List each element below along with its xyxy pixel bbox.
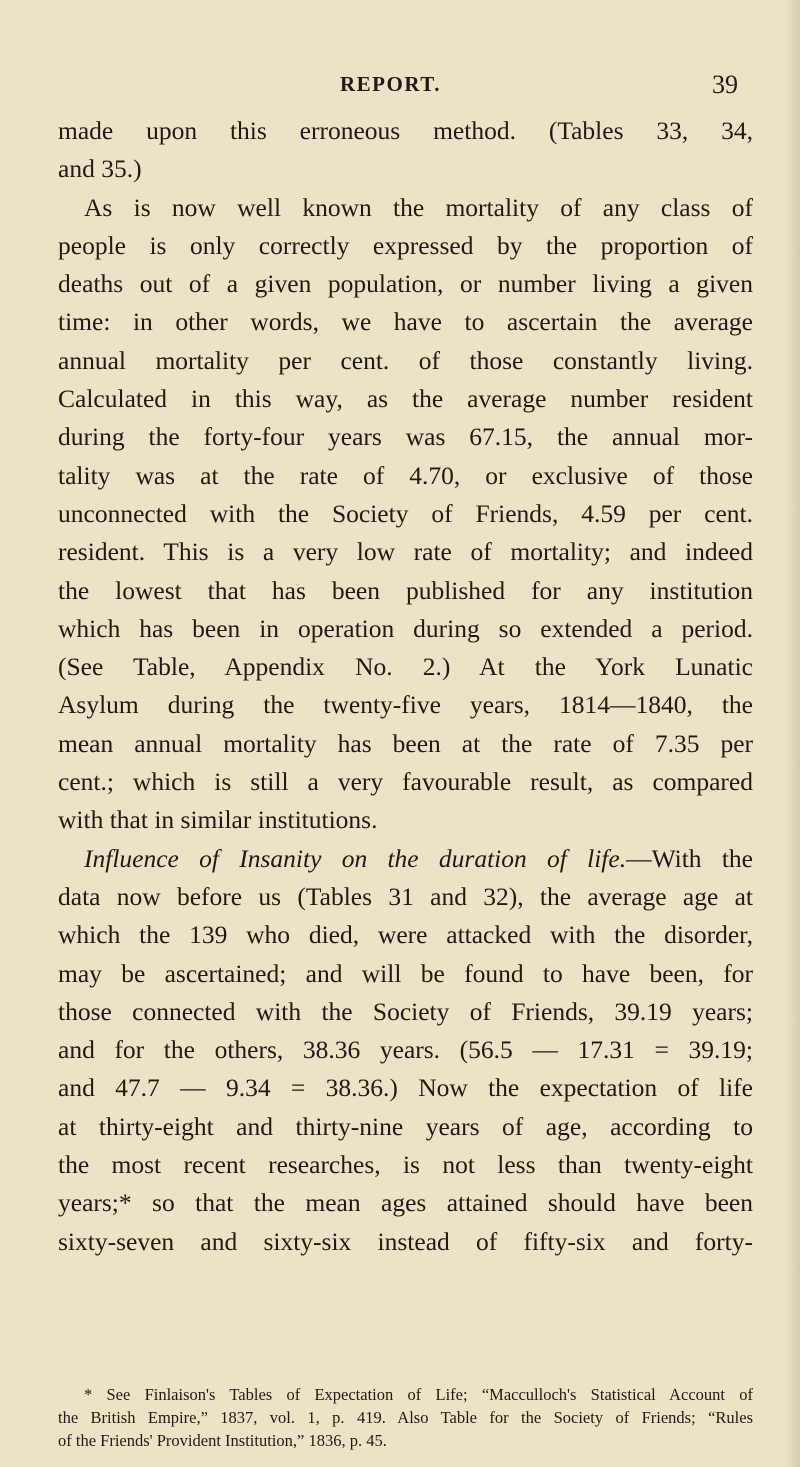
text-line: resident. This is a very low rate of mortality; and indeed — [58, 537, 753, 567]
text-line: and for the others, 38.36 years. (56.5 — 17.31 = 39.19; — [58, 1035, 753, 1065]
text-line: Asylum during the twenty-five years, 1814—1840, the — [58, 690, 753, 720]
text-line: made upon this erroneous method. (Tables 33, 34, — [58, 116, 753, 145]
text-line: data now before us (Tables 31 and 32), the average age at — [58, 881, 753, 911]
text-line: years;* so that the mean ages attained should have been — [58, 1188, 753, 1218]
running-title: REPORT. — [340, 72, 441, 96]
running-head — [0, 72, 800, 102]
text-line: those connected with the Society of Friends, 39.19 years; — [58, 996, 753, 1026]
text-line: at thirty-eight and thirty-nine years of age, according to — [58, 1111, 753, 1141]
page-edge-shadow — [786, 0, 800, 1467]
text-line: which the 139 who died, were attacked with the disorder, — [58, 920, 753, 950]
footnote-line: * See Finlaison's Tables of Expectation of Life; “Macculloch's Statistical Account of — [84, 1385, 753, 1404]
page-number: 39 — [712, 70, 738, 99]
text-line: people is only correctly expressed by the proportion of — [58, 230, 753, 260]
footnote-line: the British Empire,” 1837, vol. 1, p. 419. Also Table for the Society of Friends; “Rules — [58, 1408, 753, 1427]
text-line: the lowest that has been published for any institution — [58, 575, 753, 605]
text-line: time: in other words, we have to ascertain the average — [58, 307, 753, 337]
section-heading: Influence of Insanity on the duration of life. — [84, 843, 627, 873]
section-heading-line — [58, 840, 753, 878]
body-text — [58, 112, 753, 1261]
text-line: with that in similar institutions. — [58, 805, 378, 835]
text-line: the most recent researches, is not less than twenty-eight — [58, 1150, 753, 1180]
text-line: during the forty-four years was 67.15, the annual mor- — [58, 422, 753, 452]
text-line: sixty-seven and sixty-six instead of fifty-six and forty- — [58, 1226, 753, 1256]
text-line: annual mortality per cent. of those constantly living. — [58, 345, 753, 375]
footnote — [58, 1383, 753, 1452]
text-line: As is now well known the mortality of any class of — [84, 192, 753, 222]
text-line: tality was at the rate of 4.70, or exclusive of those — [58, 460, 753, 490]
text-line: (See Table, Appendix No. 2.) At the York Lunatic — [58, 652, 753, 682]
text-line: which has been in operation during so extended a period. — [58, 613, 753, 643]
text-line: and 47.7 — 9.34 = 38.36.) Now the expectation of life — [58, 1073, 753, 1103]
text-line: and 35.) — [58, 154, 142, 184]
text-line: unconnected with the Society of Friends, 4.59 per cent. — [58, 498, 753, 528]
text-line: mean annual mortality has been at the rate of 7.35 per — [58, 728, 753, 758]
text-line: may be ascertained; and will be found to have been, for — [58, 958, 753, 988]
text-line: deaths out of a given population, or number living a given — [58, 269, 753, 299]
section-heading-continuation: —With the — [626, 843, 753, 873]
text-line: Calculated in this way, as the average number resident — [58, 384, 753, 414]
text-line: cent.; which is still a very favourable result, as compared — [58, 767, 753, 797]
footnote-line: of the Friends' Provident Institution,” 1836, p. 45. — [58, 1431, 387, 1450]
